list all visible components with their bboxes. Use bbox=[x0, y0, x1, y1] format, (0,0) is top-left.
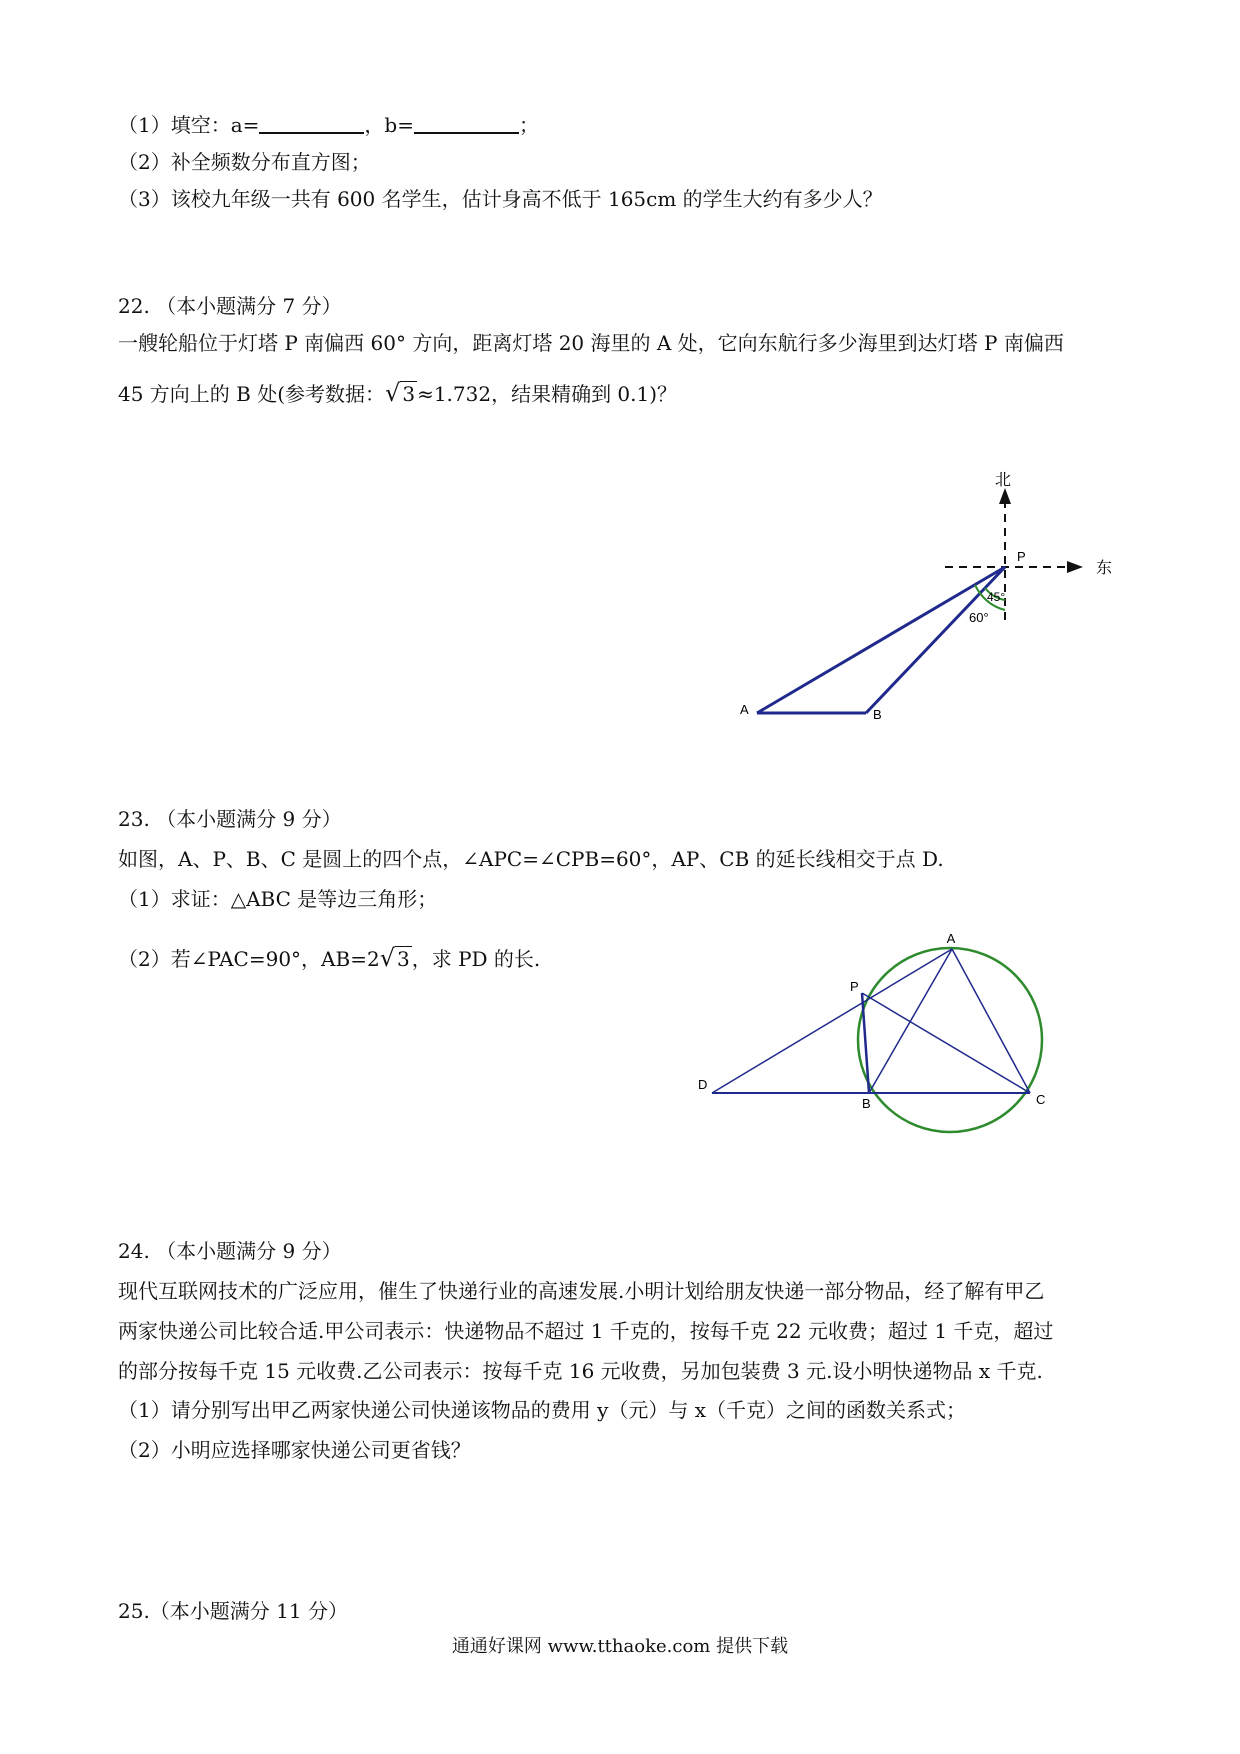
q23-line1: 如图，A、P、B、C 是圆上的四个点，∠APC=∠CPB=60°，AP、CB 的延长线相交于点 D. bbox=[118, 847, 944, 871]
segment-ac bbox=[952, 949, 1030, 1093]
label-d: D bbox=[698, 1077, 708, 1092]
q22-line1: 一艘轮船位于灯塔 P 南偏西 60° 方向，距离灯塔 20 海里的 A 处，它向东航行多少海里到达灯塔 P 南偏西 bbox=[118, 331, 1064, 355]
sqrt-symbol: √ 3 bbox=[385, 379, 416, 407]
circle bbox=[858, 948, 1042, 1132]
segment-da bbox=[712, 949, 952, 1093]
page-footer: 通通好课网 www.tthaoke.com 提供下载 bbox=[451, 1636, 789, 1657]
q22-line2: 45 方向上的 B 处(参考数据：√ 3 ≈1.732，结果精确到 0.1)？ bbox=[118, 379, 678, 407]
q24-line1: 现代互联网技术的广泛应用，催生了快递行业的高速发展.小明计划给朋友快递一部分物品，经了解有甲乙 bbox=[118, 1279, 1045, 1303]
q22-header: 22. （本小题满分 7 分） bbox=[118, 294, 342, 318]
label-angle-45: 45° bbox=[987, 590, 1006, 604]
q21-sub1: （1）填空：a= ，b= ； bbox=[118, 113, 539, 137]
label-c: C bbox=[1036, 1092, 1046, 1107]
q25-header: 25.（本小题满分 11 分） bbox=[118, 1599, 348, 1623]
q23-header: 23. （本小题满分 9 分） bbox=[118, 807, 342, 831]
segment-ab bbox=[869, 949, 952, 1093]
q24-sub1: （1）请分别写出甲乙两家快递公司快递该物品的费用 y（元）与 x（千克）之间的函数关系式； bbox=[118, 1398, 967, 1422]
segment-pc bbox=[862, 993, 1030, 1093]
q24-sub2: （2）小明应选择哪家快递公司更省钱？ bbox=[118, 1438, 471, 1462]
label-north: 北 bbox=[994, 472, 1012, 489]
q23-sub2: （2）若∠PAC=90°，AB=2√ 3 ，求 PD 的长. bbox=[118, 944, 541, 972]
q23-sub1: （1）求证：△ABC 是等边三角形； bbox=[118, 887, 438, 911]
label-b: B bbox=[873, 707, 882, 722]
q24-header: 24. （本小题满分 9 分） bbox=[118, 1239, 342, 1263]
label-a: A bbox=[740, 702, 749, 717]
label-a: A bbox=[946, 931, 956, 946]
q21-sub3: （3）该校九年级一共有 600 名学生，估计身高不低于 165cm 的学生大约有多少人？ bbox=[118, 187, 883, 211]
label-angle-60: 60° bbox=[969, 610, 989, 625]
sqrt-symbol: √ 3 bbox=[379, 944, 410, 972]
label-b: B bbox=[862, 1096, 871, 1111]
label-east: 东 bbox=[1096, 560, 1113, 577]
label-p: P bbox=[1017, 549, 1026, 564]
label-p: P bbox=[850, 979, 859, 994]
q24-line3: 的部分按每千克 15 元收费.乙公司表示：按每千克 16 元收费，另加包装费 3 元.设小明快递物品 x 千克. bbox=[118, 1359, 1043, 1383]
q24-line2: 两家快递公司比较合适.甲公司表示：快递物品不超过 1 千克的，按每千克 22 元收费；超过 1 千克，超过 bbox=[118, 1319, 1054, 1343]
q21-sub2: （2）补全频数分布直方图； bbox=[118, 150, 371, 174]
